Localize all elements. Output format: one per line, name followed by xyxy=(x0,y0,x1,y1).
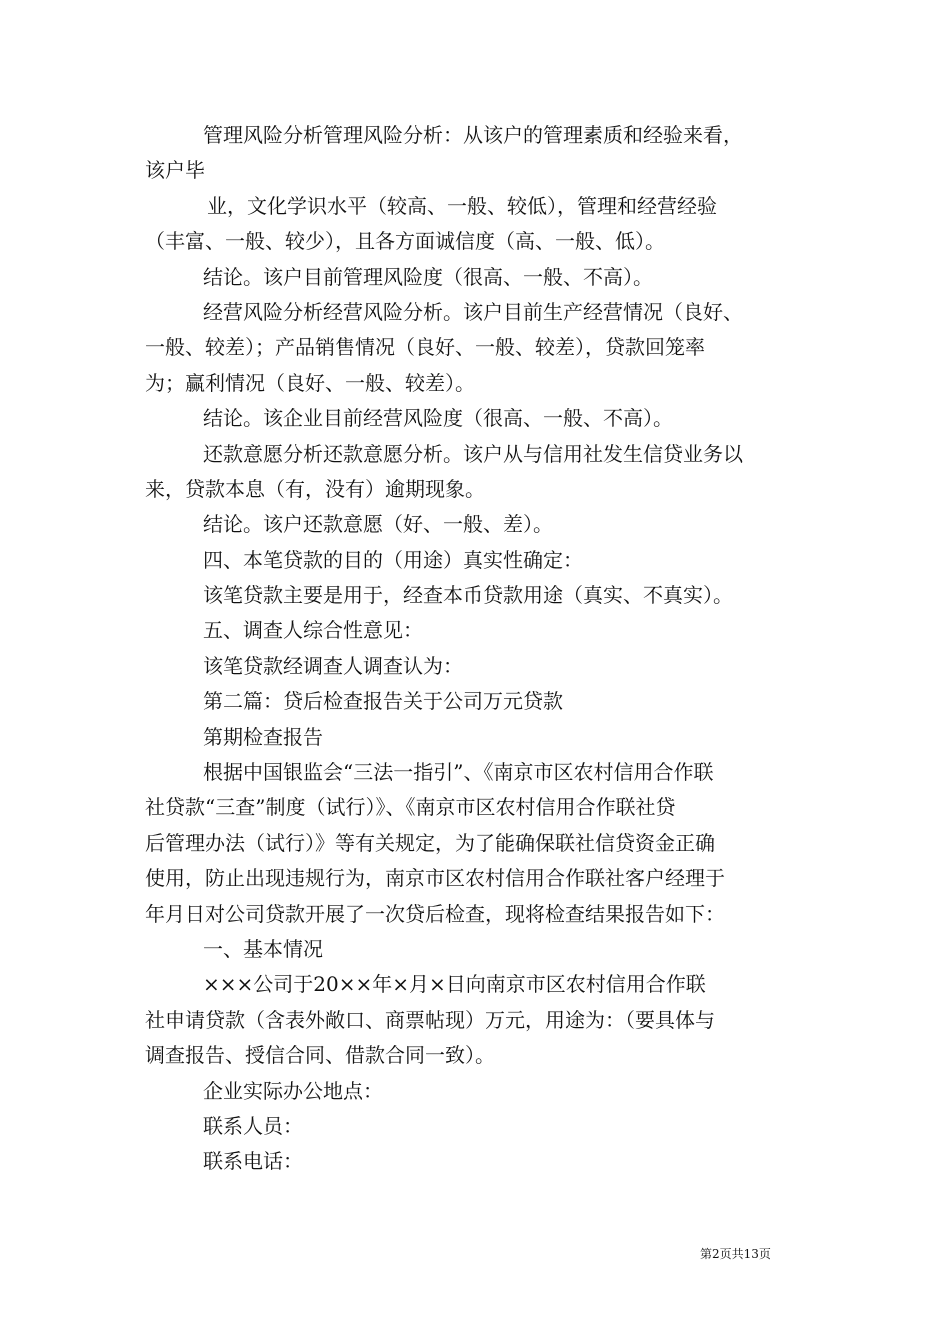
paragraph-line: 为；赢利情况（良好、一般、较差）。 xyxy=(145,370,475,395)
section-heading: 四、本笔贷款的目的（用途）真实性确定： xyxy=(203,547,583,572)
paragraph-line: 该笔贷款主要是用于，经查本币贷款用途（真实、不真实）。 xyxy=(203,583,733,608)
paragraph-line: 后管理办法（试行）》等有关规定，为了能确保联社信贷资金正确 xyxy=(145,830,715,855)
paragraph-line: 使用，防止出现违规行为，南京市区农村信用合作联社客户经理于 xyxy=(145,866,725,891)
paragraph-line: 结论。该户还款意愿（好、一般、差）。 xyxy=(203,512,553,537)
paragraph-line: 社贷款“三查”制度（试行）》、《南京市区农村信用合作联社贷 xyxy=(145,795,676,820)
form-field-label: 联系电话： xyxy=(203,1149,303,1174)
paragraph-line: 调查报告、授信合同、借款合同一致）。 xyxy=(145,1043,495,1068)
chapter-heading: 第二篇：贷后检查报告关于公司万元贷款 xyxy=(203,689,563,714)
paragraph-line: ×××公司于20××年×月×日向南京市区农村信用合作联 xyxy=(203,972,706,997)
section-heading: 一、基本情况 xyxy=(203,936,323,961)
paragraph-line: 经营风险分析经营风险分析。该户目前生产经营情况（良好、 xyxy=(203,299,743,324)
form-field-label: 联系人员： xyxy=(203,1113,303,1138)
paragraph-line: 管理风险分析管理风险分析：从该户的管理素质和经验来看， xyxy=(203,123,743,147)
report-title: 第期检查报告 xyxy=(203,724,323,749)
section-heading: 五、调查人综合性意见： xyxy=(203,618,423,643)
paragraph-line: 该笔贷款经调查人调查认为： xyxy=(203,653,463,678)
paragraph-line: 社申请贷款（含表外敞口、商票帖现）万元，用途为：（要具体与 xyxy=(145,1007,715,1032)
paragraph-line: 还款意愿分析还款意愿分析。该户从与信用社发生信贷业务以 xyxy=(203,441,743,466)
paragraph-line: 根据中国银监会“三法一指引”、《南京市区农村信用合作联 xyxy=(203,760,714,785)
document-body xyxy=(145,118,810,1180)
paragraph-line: 年月日对公司贷款开展了一次贷后检查，现将检查结果报告如下： xyxy=(145,901,725,926)
page-number: 第2页共13页 xyxy=(700,1247,771,1261)
paragraph-line: 结论。该户目前管理风险度（很高、一般、不高）。 xyxy=(203,264,653,289)
paragraph-line: （丰富、一般、较少），且各方面诚信度（高、一般、低）。 xyxy=(145,229,665,254)
paragraph-line: 结论。该企业目前经营风险度（很高、一般、不高）。 xyxy=(203,406,673,431)
paragraph-line: 该户毕 xyxy=(145,158,205,183)
paragraph-line: 一般、较差）；产品销售情况（良好、一般、较差），贷款回笼率 xyxy=(145,335,705,360)
paragraph-line: 来，贷款本息（有，没有）逾期现象。 xyxy=(145,476,485,501)
form-field-label: 企业实际办公地点： xyxy=(203,1078,383,1103)
paragraph-line: 业，文化学识水平（较高、一般、较低），管理和经营经验 xyxy=(207,193,717,218)
